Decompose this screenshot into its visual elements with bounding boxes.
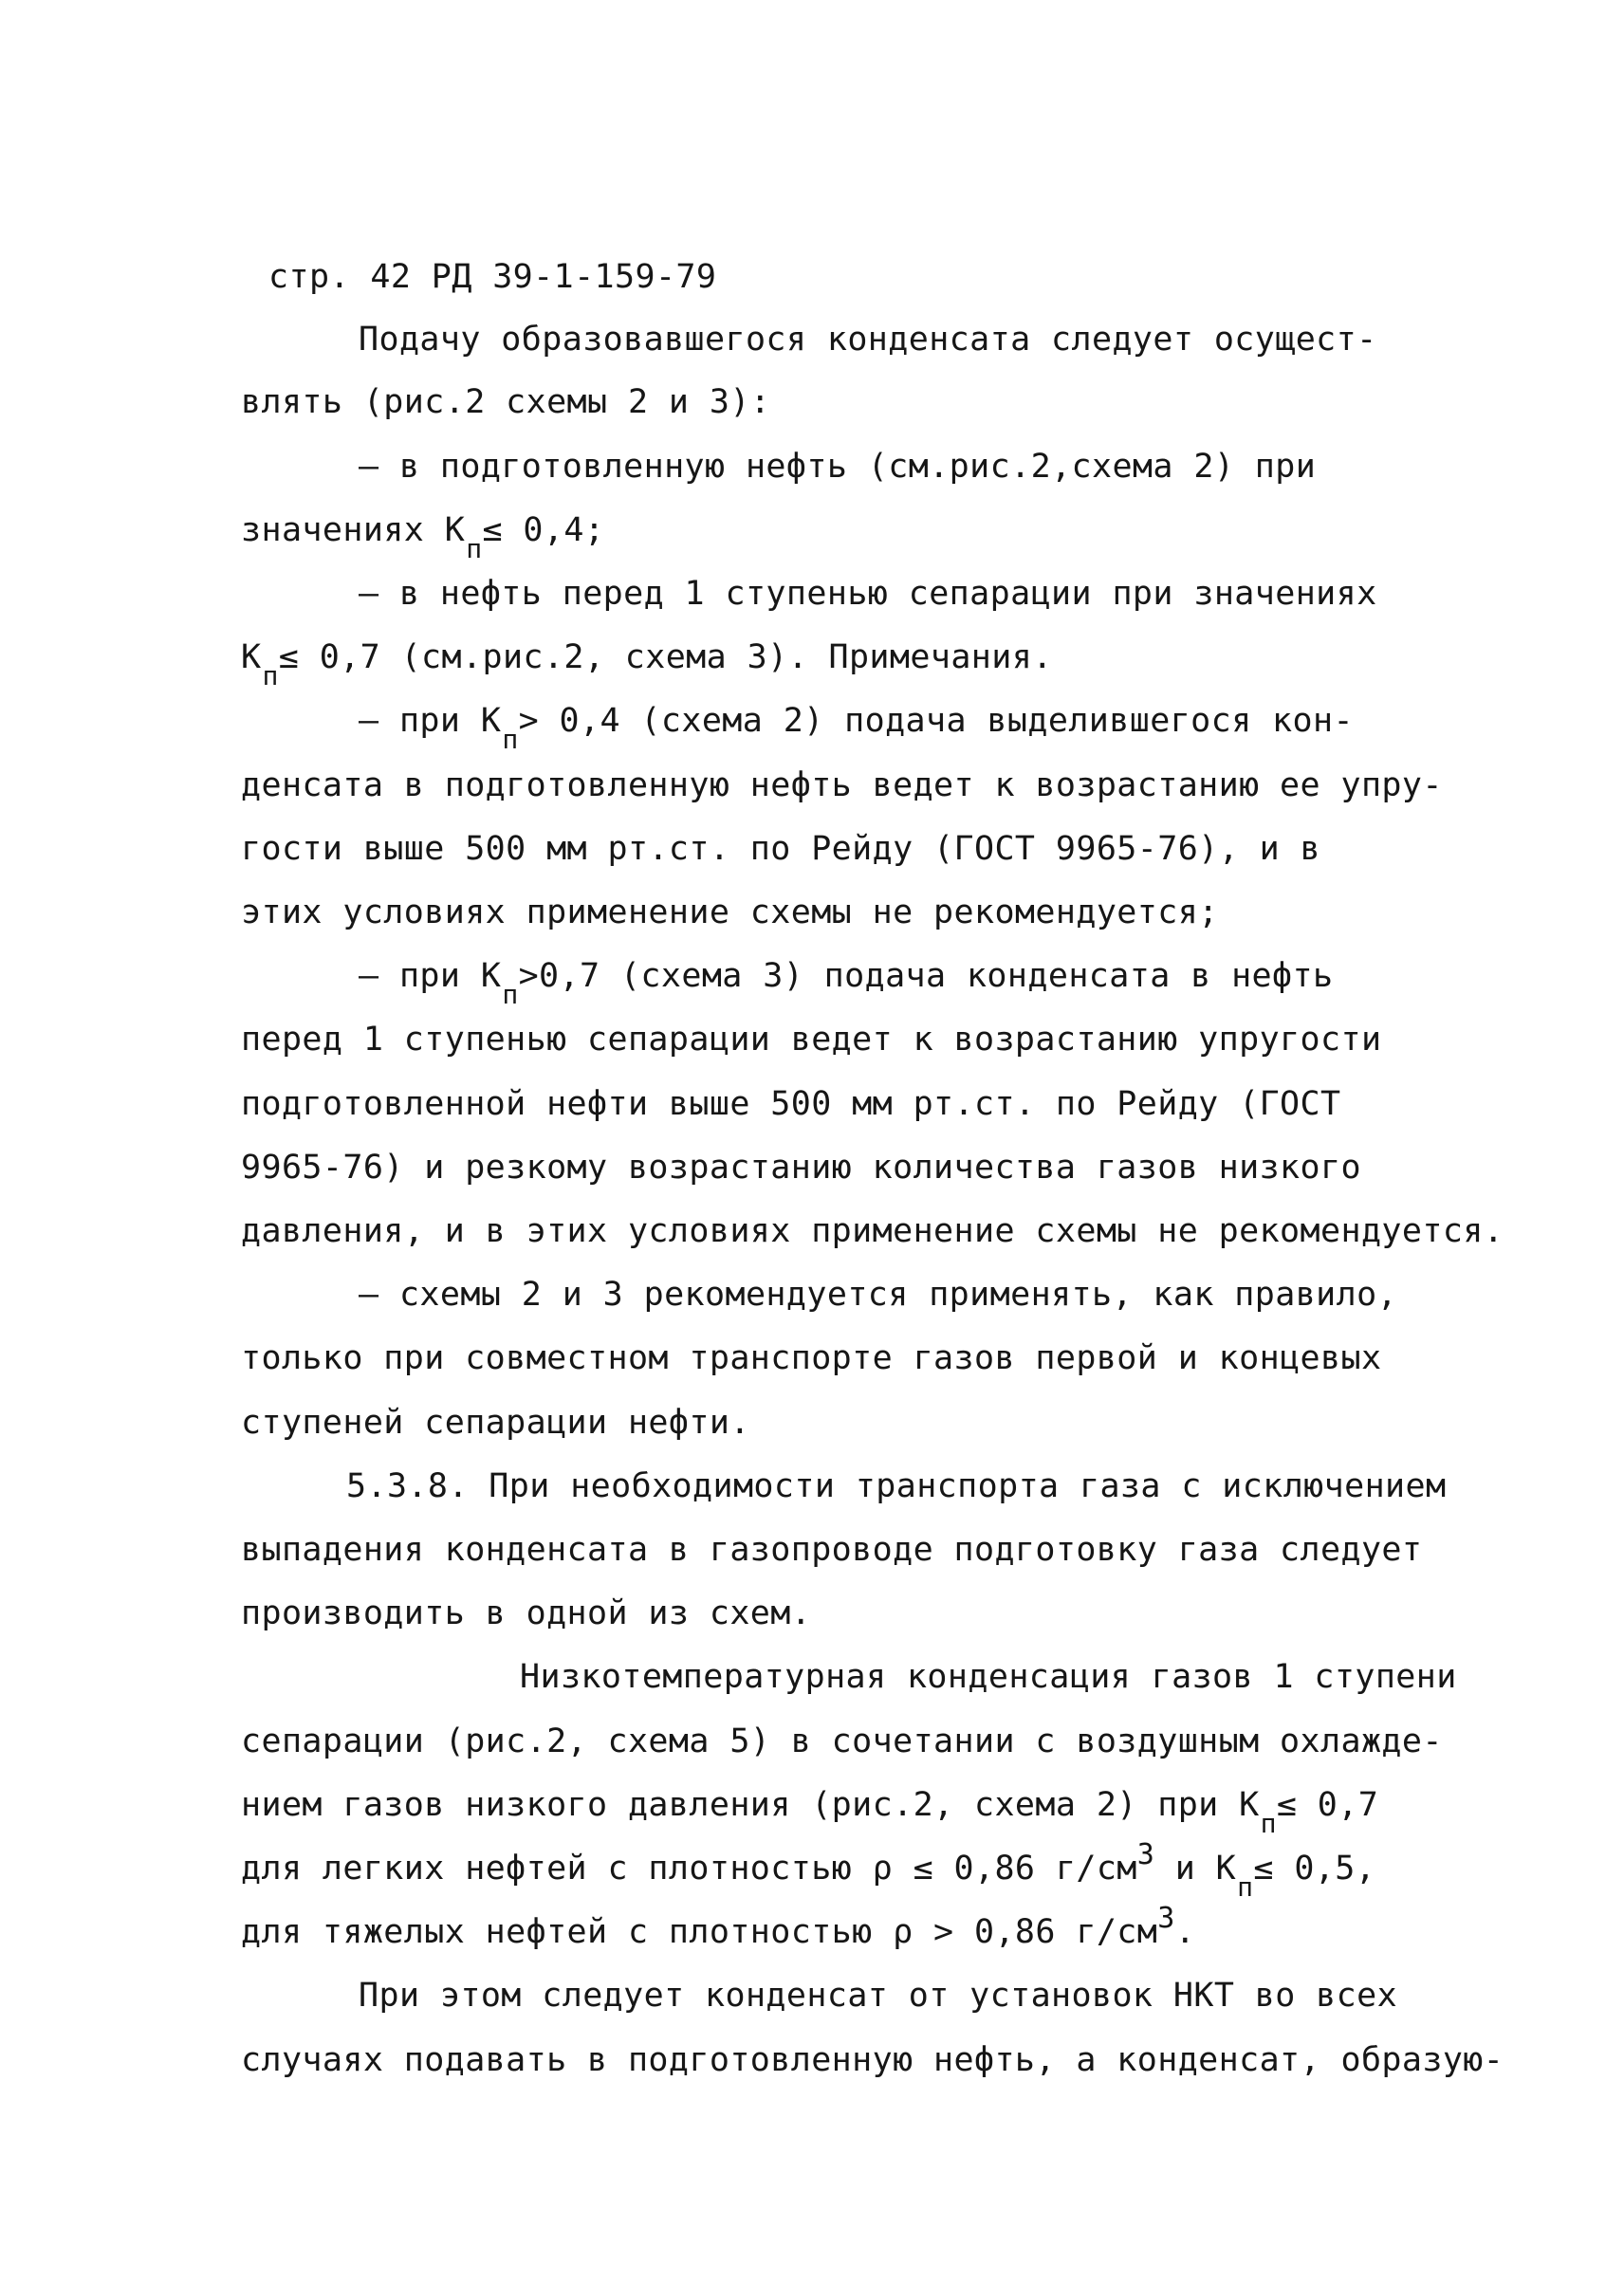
text-line-23: сепарации (рис.2, схема 5) в сочетании с воздушным охлажде- bbox=[241, 1722, 1443, 1760]
text-line-10: этих условиях применение схемы не рекомендуется; bbox=[241, 893, 1219, 931]
text-line-7: – при Кп> 0,4 (схема 2) подача выделившегося кон- bbox=[359, 700, 1354, 744]
text-line-16: – схемы 2 и 3 рекомендуется применять, как правило, bbox=[359, 1276, 1398, 1314]
text-line-12: перед 1 ступенью сепарации ведет к возрастанию упругости bbox=[241, 1021, 1382, 1059]
text-line-26: для тяжелых нефтей с плотностью ρ > 0,86 г/см3. bbox=[241, 1911, 1195, 1955]
text-line-18: ступеней сепарации нефти. bbox=[241, 1404, 750, 1442]
text-line-28: случаях подавать в подготовленную нефть, а конденсат, образую- bbox=[241, 2041, 1504, 2079]
subscript: п bbox=[502, 979, 519, 1010]
text-line-9: гости выше 500 мм рт.ст. по Рейду (ГОСТ 9965-76), и в bbox=[241, 830, 1321, 868]
subscript: п bbox=[466, 533, 483, 564]
text-line-17: только при совместном транспорте газов первой и концевых bbox=[241, 1339, 1382, 1377]
text-line-20: выпадения конденсата в газопроводе подготовку газа следует bbox=[241, 1531, 1423, 1569]
text-line-19: 5.3.8. При необходимости транспорта газа с исключением bbox=[346, 1467, 1447, 1505]
text-line-11: – при Кп>0,7 (схема 3) подача конденсата в нефть bbox=[359, 955, 1333, 999]
text-line-25: для легких нефтей с плотностью ρ ≤ 0,86 г/см3 и Кп≤ 0,5, bbox=[241, 1848, 1375, 1891]
superscript: 3 bbox=[1136, 1838, 1155, 1871]
text-line-4: значениях Кп≤ 0,4; bbox=[241, 509, 604, 553]
subscript: п bbox=[502, 724, 519, 755]
text-line-13: подготовленной нефти выше 500 мм рт.ст. по Рейду (ГОСТ bbox=[241, 1085, 1341, 1123]
text-line-21: производить в одной из схем. bbox=[241, 1594, 812, 1632]
subscript: п bbox=[1260, 1808, 1277, 1839]
text-line-14: 9965-76) и резкому возрастанию количества газов низкого bbox=[241, 1149, 1361, 1187]
text-line-2: влять (рис.2 схемы 2 и 3): bbox=[241, 383, 771, 421]
text-line-1: Подачу образовавшегося конденсата следует осущест- bbox=[359, 321, 1377, 359]
subscript: п bbox=[262, 660, 279, 691]
text-line-3: – в подготовленную нефть (см.рис.2,схема 2) при bbox=[359, 448, 1317, 486]
text-line-5: – в нефть перед 1 ступенью сепарации при значениях bbox=[359, 575, 1377, 613]
text-line-8: денсата в подготовленную нефть ведет к возрастанию ее упру- bbox=[241, 766, 1443, 804]
text-line-27: При этом следует конденсат от установок НКТ во всех bbox=[359, 1977, 1398, 2015]
page-header: стр. 42 РД 39-1-159-79 bbox=[268, 258, 717, 296]
text-line-24: нием газов низкого давления (рис.2, схема 2) при Кп≤ 0,7 bbox=[241, 1784, 1378, 1828]
text-line-15: давления, и в этих условиях применение схемы не рекомендуется. bbox=[241, 1212, 1504, 1250]
subscript: п bbox=[1237, 1871, 1254, 1903]
text-line-6: Кп≤ 0,7 (см.рис.2, схема 3). Примечания. bbox=[241, 636, 1053, 680]
text-line-22: Низкотемпературная конденсация газов 1 ступени bbox=[520, 1658, 1457, 1696]
superscript: 3 bbox=[1157, 1902, 1175, 1935]
